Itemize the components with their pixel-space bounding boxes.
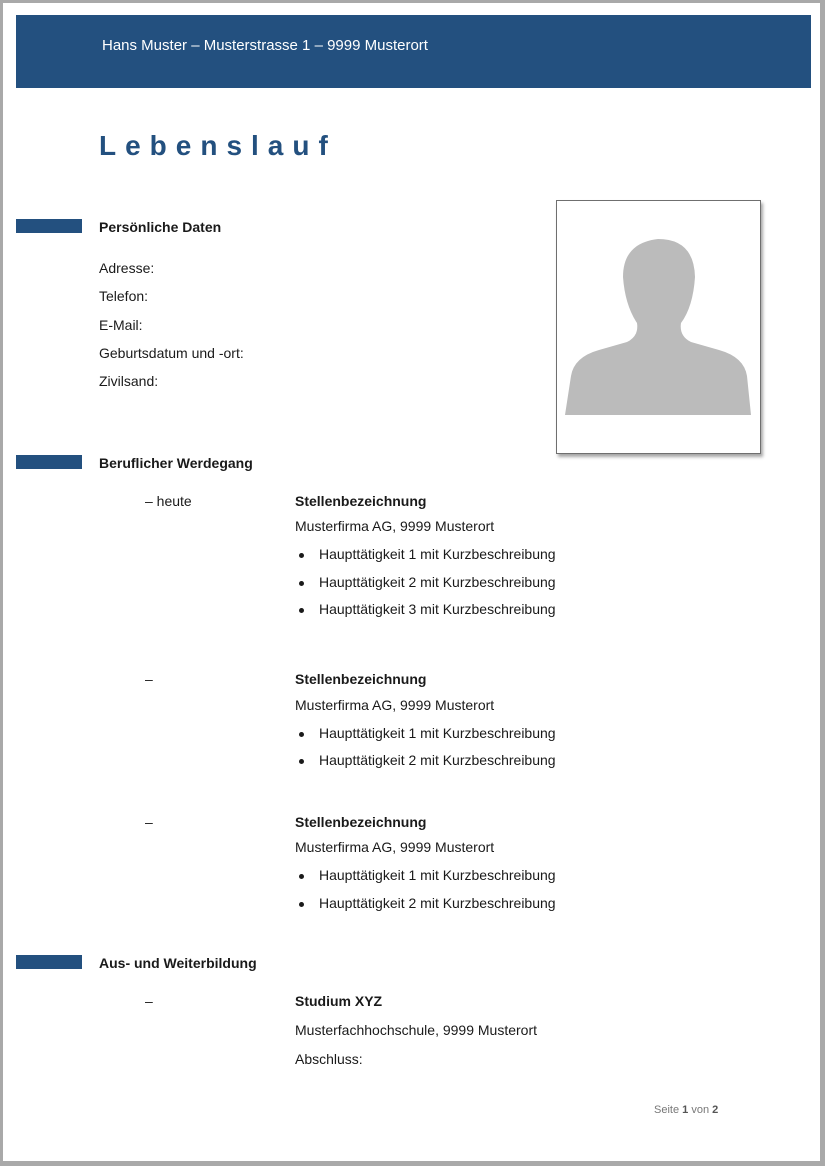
career-entry-2-bullet-2: Haupttätigkeit 2 mit Kurzbeschreibung — [319, 752, 556, 768]
career-entry-3-bullet-2: Haupttätigkeit 2 mit Kurzbeschreibung — [319, 895, 556, 911]
photo-placeholder — [556, 200, 761, 454]
field-email-label: E-Mail: — [99, 317, 143, 333]
career-entry-1-bullet-1: Haupttätigkeit 1 mit Kurzbeschreibung — [319, 546, 556, 562]
page-of-label: von — [691, 1104, 710, 1116]
career-entry-3-period: – — [145, 814, 153, 830]
field-birth-label: Geburtsdatum und -ort: — [99, 345, 244, 361]
field-phone-label: Telefon: — [99, 288, 149, 304]
person-silhouette-icon — [557, 201, 760, 453]
education-entry-1-period: – — [145, 993, 153, 1009]
career-entry-1-title: Stellenbezeichnung — [295, 493, 427, 509]
career-entry-2-title: Stellenbezeichnung — [295, 671, 427, 687]
section-title-career: Beruflicher Werdegang — [99, 455, 253, 471]
education-entry-1-title: Studium XYZ — [295, 993, 383, 1009]
section-accent-bar — [16, 219, 82, 233]
career-entry-2-company: Musterfirma AG, 9999 Musterort — [295, 697, 495, 713]
document-title: Lebenslauf — [99, 130, 337, 161]
education-entry-1-degree-label: Abschluss: — [295, 1051, 363, 1067]
career-entry-1-bullet-3: Haupttätigkeit 3 mit Kurzbeschreibung — [319, 601, 556, 617]
career-entry-1-bullet-2: Haupttätigkeit 2 mit Kurzbeschreibung — [319, 574, 556, 590]
career-entry-1-period: – heute — [145, 493, 192, 509]
section-accent-bar — [16, 955, 82, 969]
header-bar — [16, 15, 811, 88]
education-entry-1-school: Musterfachhochschule, 9999 Musterort — [295, 1022, 538, 1038]
career-entry-3-company: Musterfirma AG, 9999 Musterort — [295, 839, 495, 855]
career-entry-1-company: Musterfirma AG, 9999 Musterort — [295, 518, 495, 534]
page-label: Seite — [654, 1104, 680, 1116]
header-contact-line: Hans Muster – Musterstrasse 1 – 9999 Musterort — [102, 37, 428, 54]
page-number — [654, 1104, 718, 1116]
field-address-label: Adresse: — [99, 260, 155, 276]
field-civil-status-label: Zivilsand: — [99, 373, 159, 389]
section-title-personal: Persönliche Daten — [99, 219, 222, 235]
section-title-education: Aus- und Weiterbildung — [99, 955, 257, 971]
career-entry-2-bullet-1: Haupttätigkeit 1 mit Kurzbeschreibung — [319, 725, 556, 741]
section-accent-bar — [16, 455, 82, 469]
career-entry-3-bullet-1: Haupttätigkeit 1 mit Kurzbeschreibung — [319, 867, 556, 883]
career-entry-3-title: Stellenbezeichnung — [295, 814, 427, 830]
resume-page — [3, 3, 820, 1161]
career-entry-2-period: – — [145, 671, 153, 687]
current-page-number: 1 — [682, 1104, 689, 1116]
total-pages-number: 2 — [712, 1104, 719, 1116]
